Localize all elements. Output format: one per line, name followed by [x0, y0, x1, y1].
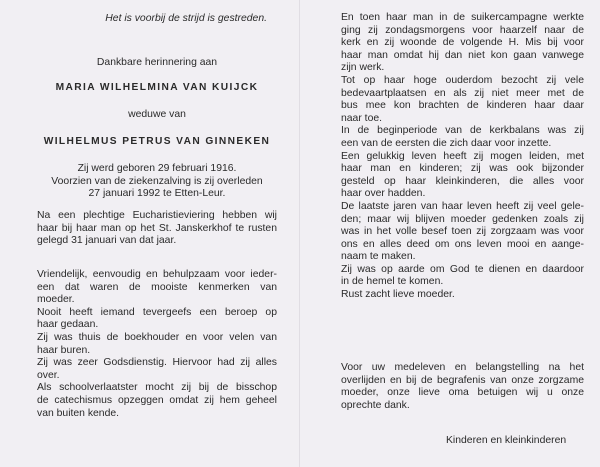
text-line: Zij was thuis de boekhouder en voor velen van — [37, 331, 277, 343]
text-line: In de beginperiode van de kerkbalans was zij — [341, 125, 584, 137]
motto: Het is voorbij de strijd is gestreden. — [105, 13, 267, 24]
text-line: gelegd 31 januari van dat jaar. — [37, 235, 177, 247]
dates-line: Zij werd geboren 29 februari 1916. — [77, 163, 237, 174]
text-line: Rust zacht lieve moeder. — [341, 289, 455, 301]
text-line: Een gelukkig leven heeft zij mogen leiden, met — [341, 150, 584, 162]
character-paragraph — [37, 269, 277, 420]
funeral-paragraph — [37, 210, 277, 248]
text-line: ging zij zondagsmorgens voor haarzelf naar de — [341, 24, 584, 36]
husband-name: WILHELMUS PETRUS VAN GINNEKEN — [43, 136, 271, 147]
thanks-line: Dankbare herinnering aan — [96, 57, 218, 68]
dates-line: Voorzien van de ziekenzalving is zij overleden — [51, 175, 263, 187]
text-line: gesteld op haar kleinkinderen, die alles voor — [341, 175, 584, 187]
card-fold-line — [299, 0, 300, 467]
text-line: Voor uw medeleven en belangstelling na het — [341, 362, 584, 373]
text-line: De laatste jaren van haar leven heeft zij veel gele- — [341, 200, 584, 212]
text-line: Vriendelijk, eenvoudig en behulpzaam voor ieder- — [37, 269, 277, 280]
text-line: haar buren. — [37, 344, 91, 356]
text-line: was in het volle besef toen zij zorgzaam was voor — [341, 226, 584, 238]
dates-line: 27 januari 1992 te Etten-Leur. — [88, 188, 226, 200]
text-line: een dat waren de mooiste kenmerken van — [37, 281, 277, 293]
gratitude-paragraph — [341, 362, 584, 412]
story-paragraph — [341, 12, 584, 302]
widow-line: weduwe van — [128, 109, 186, 120]
text-line: haar man omdat hij dan niet kon gaan vanwege — [341, 49, 584, 61]
text-line: naam te maken. — [341, 251, 416, 263]
text-line: zijn werk. — [341, 62, 385, 74]
text-line: in de hemel te komen. — [341, 276, 444, 288]
text-line: Na een plechtige Eucharistieviering hebben wij — [37, 210, 277, 221]
text-line: den; maar wij blijven moeder gedenken zoals zij — [341, 213, 584, 225]
text-line: een van de eersten die zich daar voor inzette. — [341, 137, 552, 149]
text-line: van buiten kende. — [37, 407, 120, 419]
signature: Kinderen en kleinkinderen — [446, 435, 567, 446]
text-line: kerk en zij woonde de volgende H. Mis bij voor — [341, 37, 584, 49]
dates-block — [37, 163, 277, 201]
text-line: Zij was op aarde om God te dienen en daardoor — [341, 263, 584, 275]
text-line: bus mee kon brachten de kinderen haar daar — [341, 100, 584, 112]
text-line: Tot op haar hoge ouderdom bezocht zij vele — [341, 74, 584, 86]
text-line: moeder. — [37, 294, 75, 306]
text-line: Zij was zeer Godsdienstig. Hiervoor had zij alles — [37, 357, 277, 369]
text-line: de catechismus opzeggen omdat zij hem geheel — [37, 394, 277, 406]
text-line: bedevaartplaatsen en als zij niet meer met de — [341, 87, 584, 99]
text-line: En toen haar man in de suikercampagne werkte — [341, 12, 584, 23]
text-line: naar toe. — [341, 112, 383, 124]
text-line: haar man en kinderen; zij was ook bijzonder — [341, 163, 584, 175]
text-line: Nooit heeft iemand tevergeefs een beroep op — [37, 306, 277, 318]
text-line: Als schoolverlaatster mocht zij bij de bisschop — [37, 382, 277, 394]
text-line: ons en alles deed om ons leven mooi en aange- — [341, 238, 584, 250]
text-line: haar over hadden. — [341, 188, 426, 200]
text-line: haar bij haar man op het St. Janskerkhof te rusten — [37, 222, 277, 234]
text-line: haar gedaan. — [37, 319, 99, 331]
text-line: moeder, onze lieve oma betuigen wij u onze — [341, 387, 584, 399]
deceased-name: MARIA WILHELMINA VAN KUIJCK — [55, 82, 259, 93]
text-line: overlijden en bij de begrafenis van onze zorgzame — [341, 374, 584, 386]
text-line: oprechte dank. — [341, 399, 410, 411]
text-line: over. — [37, 369, 60, 381]
